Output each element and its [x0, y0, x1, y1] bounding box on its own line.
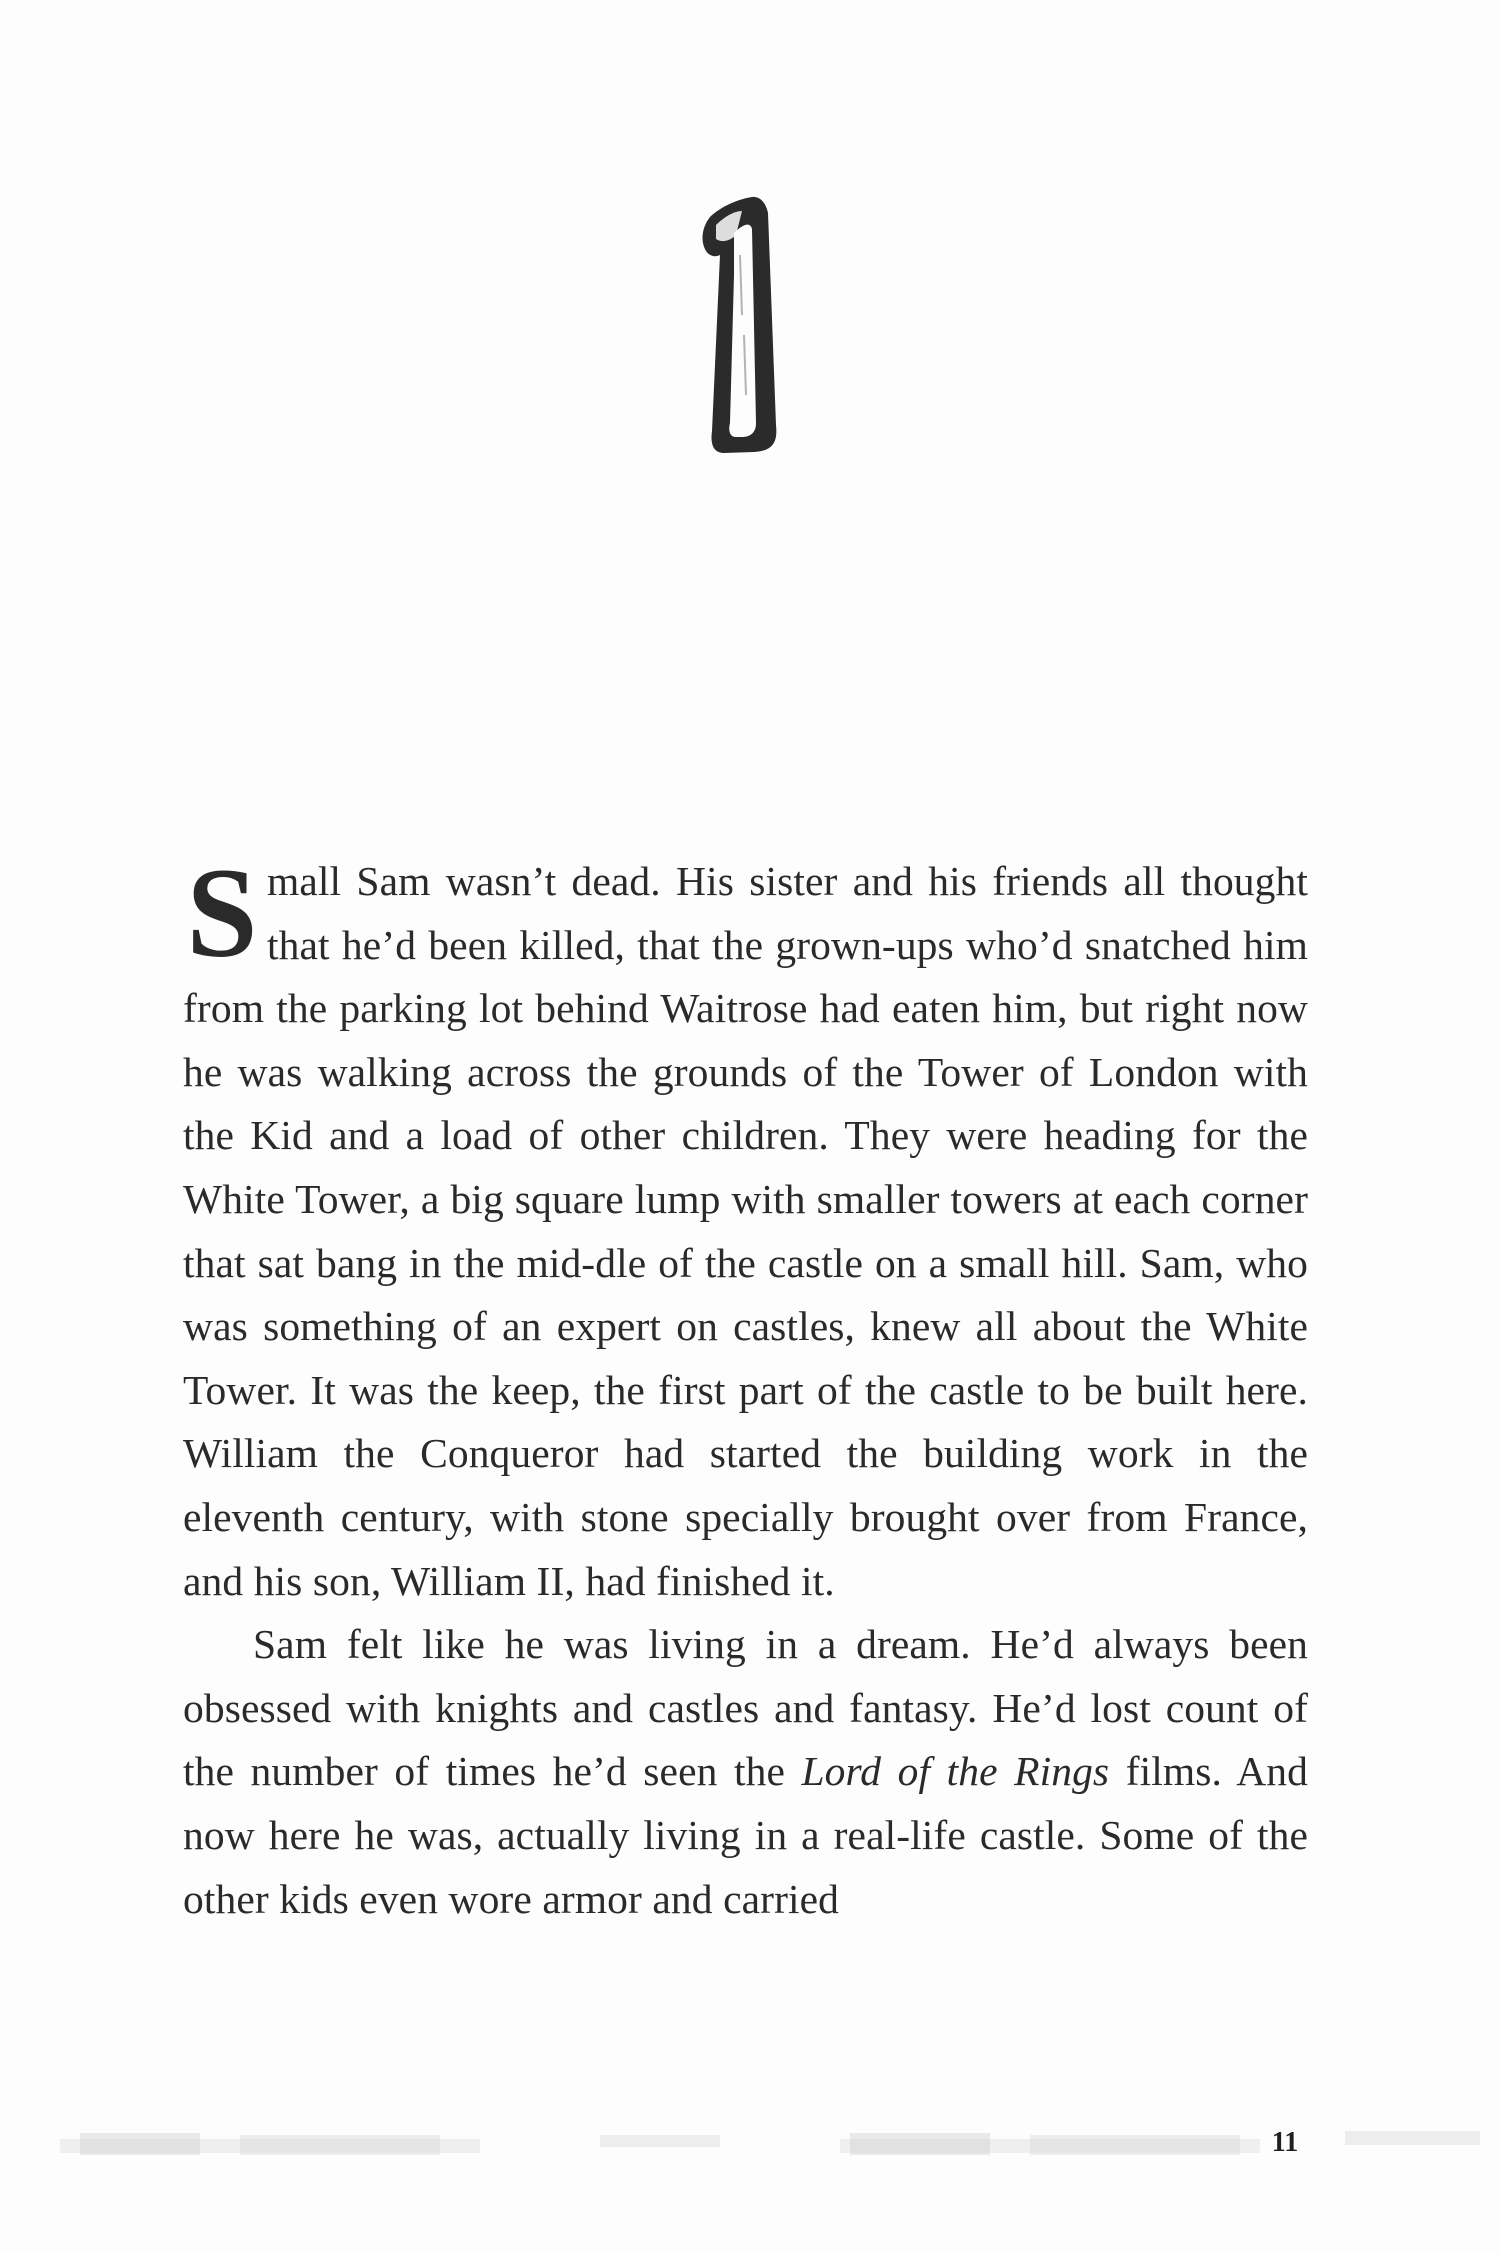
drop-cap: [183, 856, 261, 968]
chapter-number: [690, 195, 800, 455]
paragraph-1: [183, 850, 1308, 1613]
chapter-body: [183, 850, 1308, 1931]
footer-texture-right: [840, 2125, 1260, 2165]
paragraph-2-text-a: Sam felt like he was living in a dream. He’d always been obsessed with knights and castles and fantasy. He’d lost count of the number of times he’d seen the: [183, 1621, 1308, 1795]
drop-cap-letter: S: [186, 856, 258, 968]
paragraph-2: [183, 1613, 1308, 1931]
paragraph-2-text-b: films. And now here he was, actually living in a real-life castle. Some of the other kids even wore armor and carried: [183, 1748, 1309, 1922]
page-number: 11: [1271, 2127, 1299, 2158]
chapter-number-glyph-icon: [690, 195, 800, 455]
footer-texture-mid: [600, 2125, 720, 2165]
footer-texture-left: [60, 2125, 480, 2165]
book-title-italic: Lord of the Rings: [801, 1748, 1110, 1795]
drop-cap-s-icon: [183, 856, 261, 968]
footer-texture-edge: [1345, 2125, 1480, 2165]
paragraph-1-text: mall Sam wasn’t dead. His sister and his friends all thought that he’d been killed, that the grown-ups who’d snatched him from the parking lot behind Waitrose had eaten him, but right now he was walking across the grounds of the Tower of London with the Kid and a load of other children. They were heading for the White Tower, a big square lump with smaller towers at each corner that sat bang in the mid-dle of the castle on a small hill. Sam, who was something of an expert on castles, knew all about the White Tower. It was the keep, the first part of the castle to be built here. William the Conqueror had started the building work in the eleventh century, with stone specially brought over from France, and his son, William II, had finished it.: [183, 858, 1308, 1604]
